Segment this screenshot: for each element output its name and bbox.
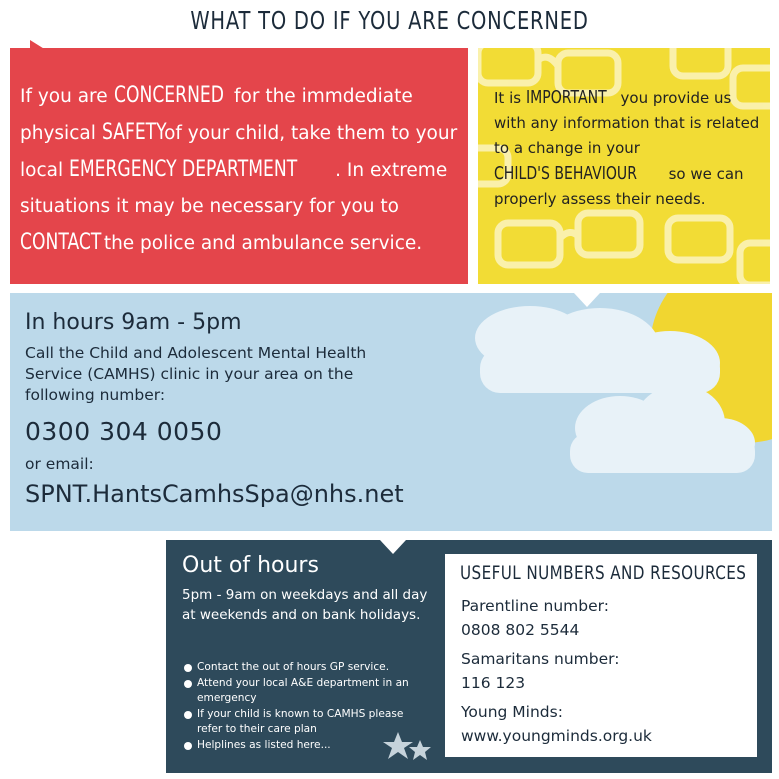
samaritans-label: Samaritans number: <box>461 650 620 668</box>
out-of-hours-list <box>182 660 427 753</box>
in-hours-title: In hours 9am - 5pm <box>25 310 242 335</box>
list-item: Attend your local A&E department in an emergency <box>182 676 427 707</box>
speech-notch <box>574 293 600 307</box>
concern-text-part: for the immdediate physical <box>20 86 413 144</box>
concern-text-part: . In extreme situations it may be necessary for you to <box>20 160 448 217</box>
important-text-part: you provide us with any information that is related to a change in your <box>494 89 760 157</box>
concern-text <box>20 78 460 262</box>
concern-emphasis: CONCERNED <box>113 83 224 108</box>
list-item: If your child is known to CAMHS please refer to their care plan <box>182 707 427 738</box>
important-emphasis: CHILD'S BEHAVIOUR <box>494 163 637 184</box>
camhs-phone-number[interactable]: 0300 304 0050 <box>25 417 223 446</box>
important-text-part: so we can properly assess their needs. <box>494 165 744 208</box>
concern-text-part: If you are <box>20 86 114 107</box>
out-of-hours-title: Out of hours <box>182 553 319 578</box>
youngminds-link[interactable]: www.youngminds.org.uk <box>461 727 652 745</box>
concern-text-part: of your child, take them to your local <box>20 123 458 181</box>
important-emphasis: IMPORTANT <box>525 87 607 108</box>
youngminds-label: Young Minds: <box>461 703 563 721</box>
resources-title: USEFUL NUMBERS AND RESOURCES <box>460 562 747 584</box>
concern-emphasis: CONTACT <box>20 230 102 255</box>
list-item: Contact the out of hours GP service. <box>182 660 427 676</box>
concern-text-part: the police and ambulance service. <box>97 233 423 254</box>
camhs-email-link[interactable]: SPNT.HantsCamhsSpa@nhs.net <box>25 480 404 508</box>
email-label: or email: <box>25 455 94 473</box>
parentline-label: Parentline number: <box>461 597 609 615</box>
in-hours-description: Call the Child and Adolescent Mental Health Service (CAMHS) clinic in your area on the following number: <box>25 344 367 404</box>
page-title: WHAT TO DO IF YOU ARE CONCERNED <box>190 6 589 35</box>
out-of-hours-description: 5pm - 9am on weekdays and all day at weekends and on bank holidays. <box>182 587 428 623</box>
list-item: Helplines as listed here... <box>182 738 427 754</box>
important-text-part: It is <box>494 89 526 107</box>
concern-emphasis: SAFETY <box>101 120 167 145</box>
speech-notch <box>380 540 406 554</box>
important-text <box>494 85 764 212</box>
samaritans-number[interactable]: 116 123 <box>461 674 526 692</box>
parentline-number[interactable]: 0808 802 5544 <box>461 621 580 639</box>
concern-emphasis: EMERGENCY DEPARTMENT <box>69 157 298 182</box>
